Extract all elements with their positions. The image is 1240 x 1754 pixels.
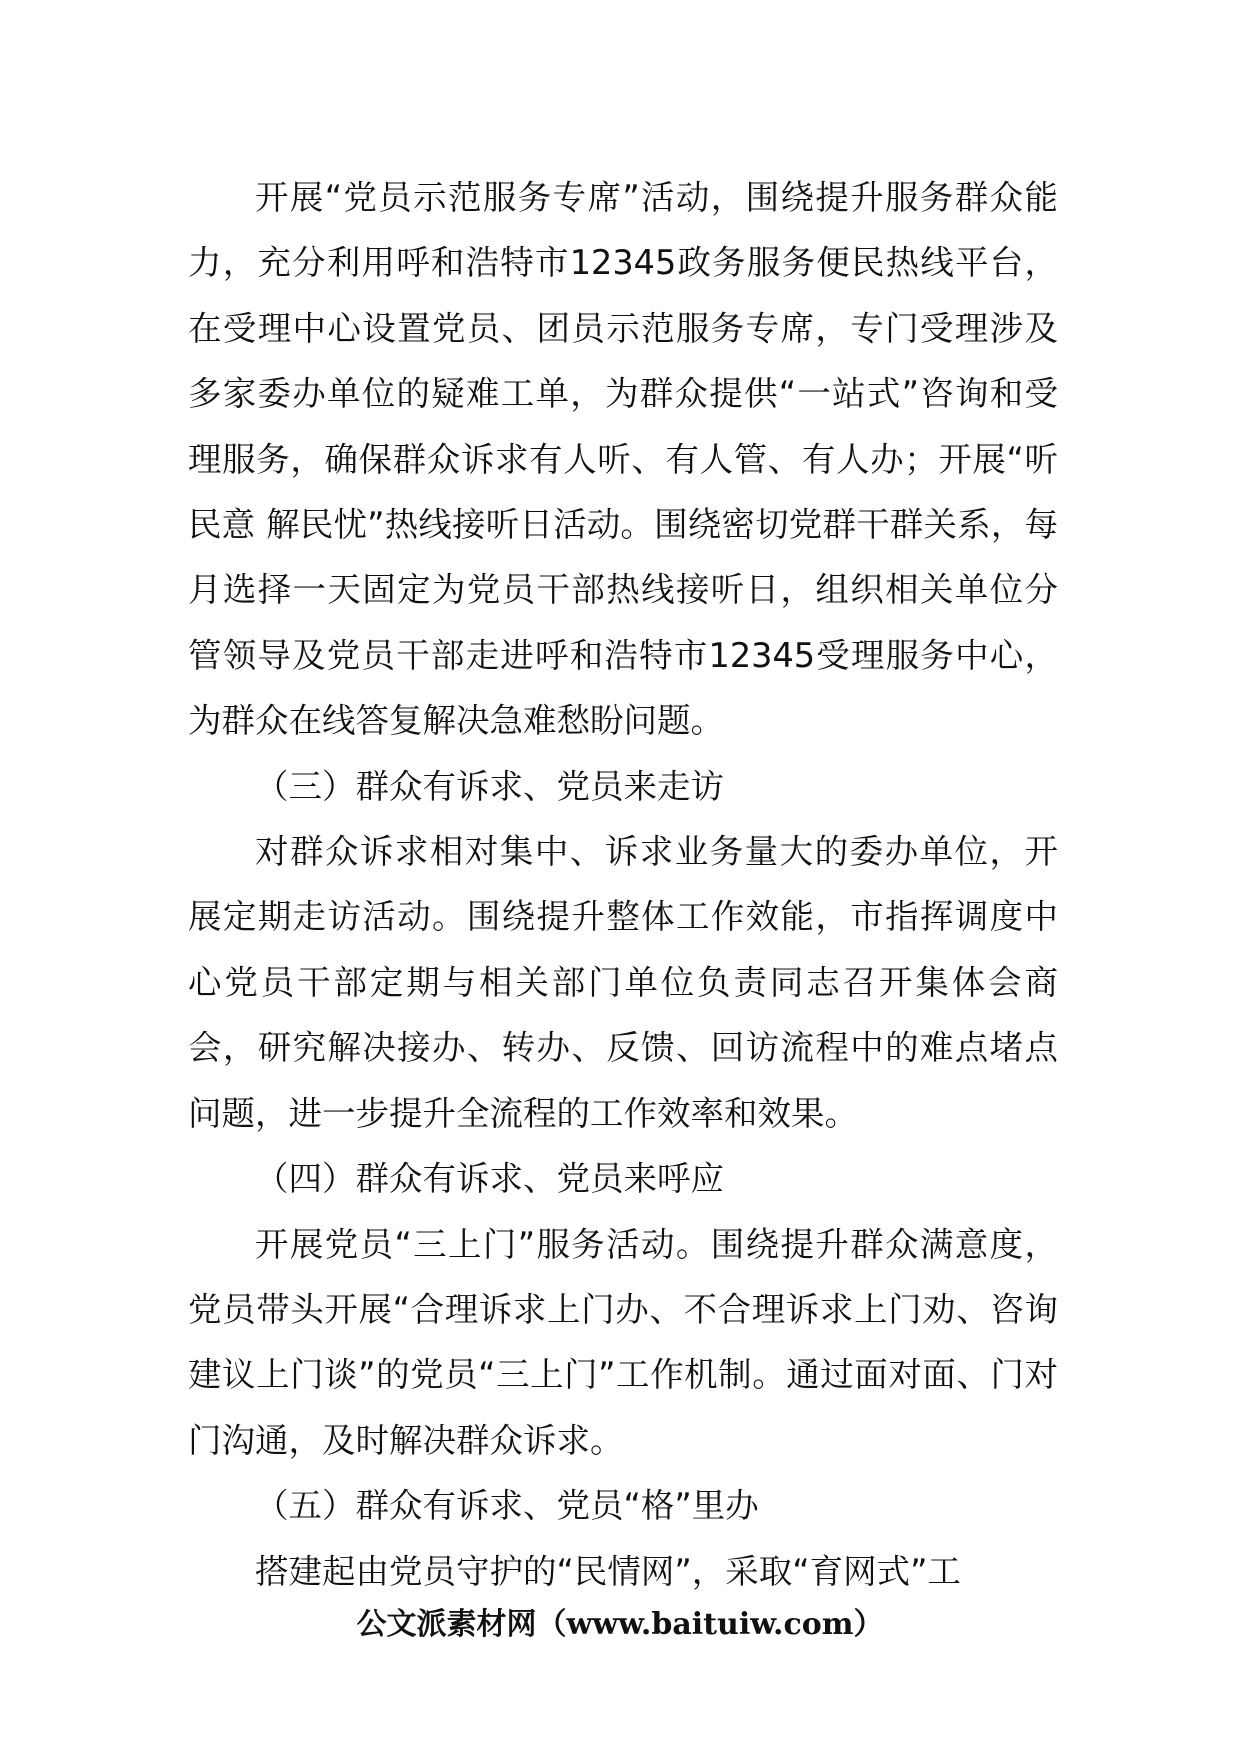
paragraph-grid-network: 搭建起由党员守护的“民情网”，采取“育网式”工 [255, 1551, 961, 1591]
section-heading-four: （四）群众有诉求、党员来呼应 [255, 1159, 724, 1199]
section-heading-three: （三）群众有诉求、党员来走访 [255, 766, 724, 806]
section-heading-five: （五）群众有诉求、党员“格”里办 [255, 1486, 759, 1526]
paragraph-regular-visits: 对群众诉求相对集中、诉求业务量大的委办单位，开展定期走访活动。围绕提升整体工作效能，市指挥调度中心党员干部定期与相关部门单位负责同志召开集体会商会，研究解决接办、转办、反馈、回访流程中的难点堵点问题，进一步提升全流程的工作效率和效果。 [188, 832, 1058, 1133]
paragraph-party-service-seat: 开展“党员示范服务专席”活动，围绕提升服务群众能力，充分利用呼和浩特市12345政务服务便民热线平台，在受理中心设置党员、团员示范服务专席，专门受理涉及多家委办单位的疑难工单，为群众提供“一站式”咨询和受理服务，确保群众诉求有人听、有人管、有人办；开展“听民意 解民忧”热线接听日活动。围绕密切党群干群关系，每月选择一天固定为党员干部热线接听日，组织相关单位分管领导及党员干部走进呼和浩特市12345受理服务中心，为群众在线答复解决急难愁盼问题。 [188, 178, 1058, 741]
document-body [188, 165, 1058, 1604]
page-footer-watermark: 公文派素材网（www.baituiw.com） [356, 1607, 884, 1642]
paragraph-three-door-visits: 开展党员“三上门”服务活动。围绕提升群众满意度，党员带头开展“合理诉求上门办、不合理诉求上门劝、咨询建议上门谈”的党员“三上门”工作机制。通过面对面、门对门沟通，及时解决群众诉求。 [188, 1224, 1058, 1460]
